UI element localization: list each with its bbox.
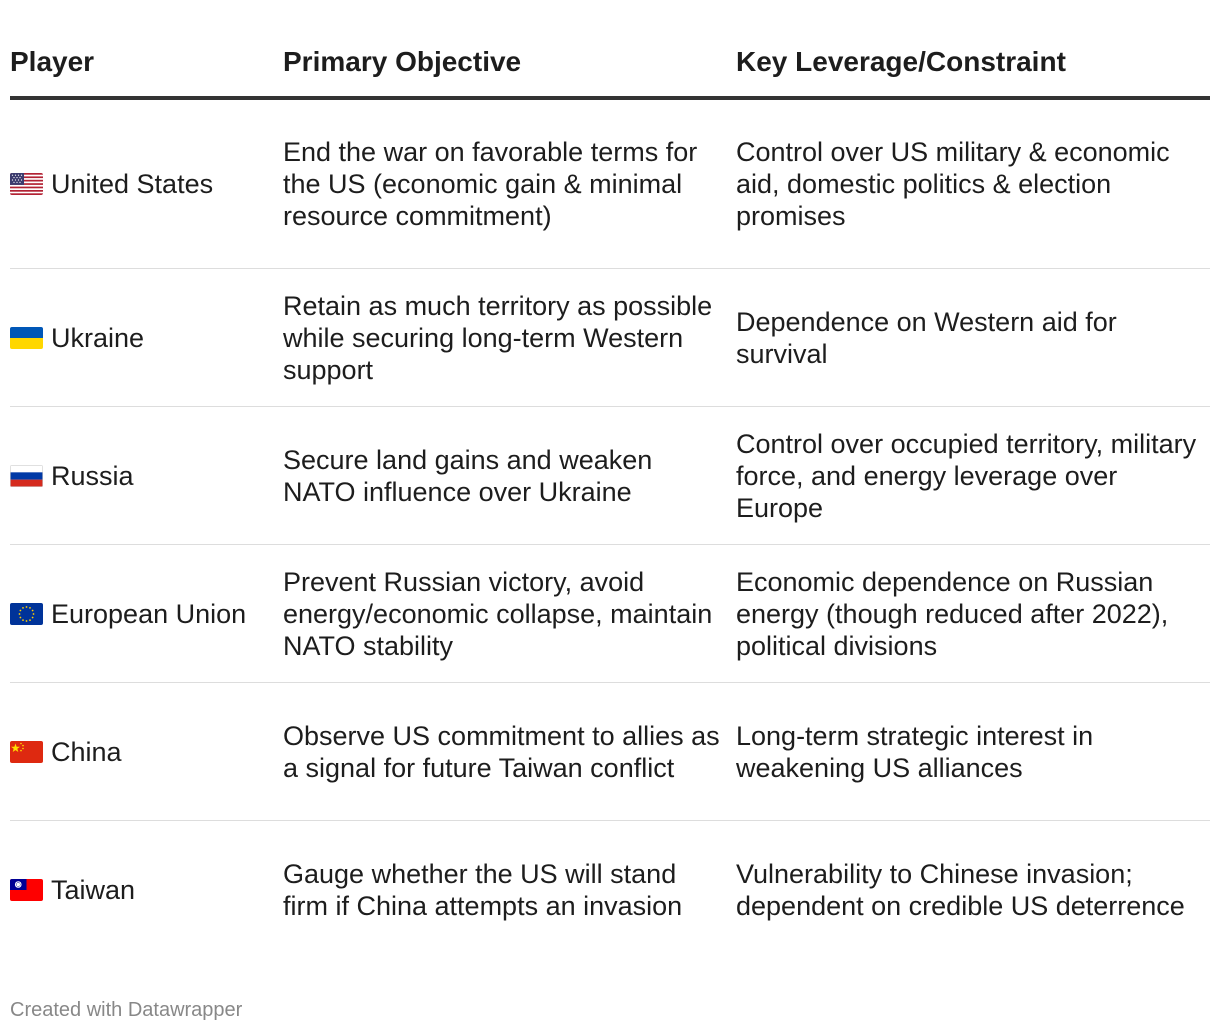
table-row [10, 98, 1210, 269]
player-cell [10, 545, 283, 683]
player-name: United States [51, 169, 214, 199]
taiwan-flag-icon [10, 879, 43, 901]
header-key-leverage: Key Leverage/Constraint [736, 38, 1210, 98]
player-name: China [51, 736, 122, 767]
header-primary-objective: Primary Objective [283, 38, 736, 98]
player-cell [10, 98, 283, 269]
player-cell [10, 821, 283, 959]
objective-text: End the war on favorable terms for the US (economic gain & minimal resource commitment) [283, 137, 698, 231]
leverage-text: Vulnerability to Chinese invasion; dependent on credible US deterrence [736, 858, 1185, 921]
objective-text: Observe US commitment to allies as a signal for future Taiwan conflict [283, 720, 720, 783]
objective-text: Retain as much territory as possible while securing long-term Western support [283, 290, 713, 385]
table-row [10, 683, 1210, 821]
leverage-cell [736, 545, 1210, 683]
player-name: Taiwan [51, 874, 136, 905]
objective-text: Secure land gains and weaken NATO influence over Ukraine [283, 444, 653, 507]
leverage-text: Long-term strategic interest in weakening US alliances [736, 720, 1094, 783]
player-name: European Union [51, 598, 247, 629]
table-header-row [10, 38, 1210, 98]
ukraine-flag-icon [10, 327, 43, 349]
objective-text: Gauge whether the US will stand firm if China attempts an invasion [283, 858, 683, 921]
header-player: Player [10, 38, 283, 98]
objective-cell [283, 407, 736, 545]
player-cell [10, 683, 283, 821]
objective-cell [283, 269, 736, 407]
leverage-cell [736, 407, 1210, 545]
eu-flag-icon [10, 603, 43, 625]
datawrapper-credit: Created with Datawrapper [10, 999, 243, 1021]
leverage-text: Control over occupied territory, military force, and energy leverage over Europe [736, 428, 1197, 523]
player-cell [10, 407, 283, 545]
table-row [10, 269, 1210, 407]
objective-cell [283, 545, 736, 683]
leverage-text: Control over US military & economic aid, domestic politics & election promises [736, 137, 1170, 231]
player-name: Ukraine [51, 322, 145, 353]
objective-cell [283, 821, 736, 959]
leverage-cell [736, 683, 1210, 821]
player-name: Russia [51, 460, 134, 491]
players-table-container [10, 38, 1210, 958]
table-row [10, 545, 1210, 683]
table-row [10, 407, 1210, 545]
leverage-cell [736, 98, 1210, 269]
us-flag-icon [10, 173, 43, 195]
russia-flag-icon [10, 465, 43, 487]
leverage-cell [736, 269, 1210, 407]
objective-text: Prevent Russian victory, avoid energy/economic collapse, maintain NATO stability [283, 566, 713, 661]
leverage-text: Dependence on Western aid for survival [736, 306, 1117, 369]
objective-cell [283, 98, 736, 269]
objective-cell [283, 683, 736, 821]
china-flag-icon [10, 741, 43, 763]
leverage-cell [736, 821, 1210, 959]
player-cell [10, 269, 283, 407]
players-table [10, 38, 1210, 958]
leverage-text: Economic dependence on Russian energy (though reduced after 2022), political divisions [736, 566, 1169, 661]
table-row [10, 821, 1210, 959]
